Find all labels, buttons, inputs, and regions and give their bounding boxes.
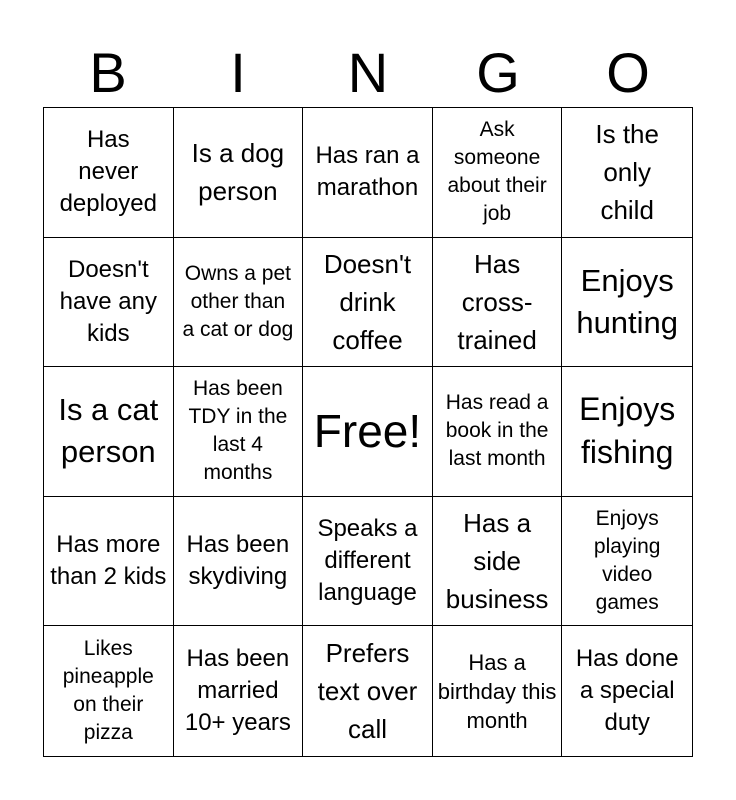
- bingo-header: [43, 40, 693, 106]
- cell-text: Has never deployed: [59, 126, 157, 218]
- cell-text: Is a dog person: [191, 138, 285, 207]
- bingo-cell[interactable]: [303, 108, 433, 238]
- bingo-cell[interactable]: [174, 497, 304, 627]
- cell-text: Ask someone about their job: [447, 118, 547, 226]
- bingo-cell[interactable]: [433, 367, 563, 497]
- cell-text: Has more than 2 kids: [50, 531, 167, 591]
- cell-text: Likes pineapple on their pizza: [62, 637, 154, 745]
- bingo-cell[interactable]: [44, 238, 174, 368]
- cell-text: Has read a book in the last month: [445, 391, 549, 471]
- cell-text: Has been TDY in the last 4 months: [188, 377, 288, 485]
- cell-text: Has been skydiving: [186, 531, 290, 591]
- cell-text: Has cross-trained: [457, 248, 537, 355]
- bingo-cell[interactable]: [174, 367, 304, 497]
- bingo-cell[interactable]: [174, 238, 304, 368]
- header-letter-i: I: [230, 41, 246, 104]
- bingo-cell[interactable]: [44, 497, 174, 627]
- bingo-cell[interactable]: [562, 626, 692, 756]
- cell-text: Speaks a different language: [317, 515, 418, 607]
- header-letter-g: G: [476, 41, 520, 104]
- cell-text: Has done a special duty: [575, 645, 679, 737]
- header-letter-n: N: [347, 41, 389, 104]
- cell-text: Is the only child: [595, 119, 659, 226]
- header-letter-b: B: [89, 41, 127, 104]
- cell-text: Has ran a marathon: [315, 142, 420, 202]
- bingo-cell[interactable]: [303, 497, 433, 627]
- header-letter-o: O: [606, 41, 650, 104]
- cell-text: Has a side business: [445, 508, 549, 615]
- cell-text: Is a cat person: [58, 392, 159, 470]
- bingo-cell[interactable]: [433, 108, 563, 238]
- bingo-board: [43, 107, 693, 757]
- bingo-cell[interactable]: [433, 497, 563, 627]
- bingo-cell[interactable]: [44, 108, 174, 238]
- bingo-cell[interactable]: [303, 626, 433, 756]
- bingo-cell[interactable]: [562, 108, 692, 238]
- cell-text: Enjoys fishing: [579, 391, 676, 471]
- free-space-text: Free!: [313, 405, 422, 458]
- cell-text: Has a birthday this month: [437, 649, 557, 733]
- cell-text: Prefers text over call: [317, 638, 418, 745]
- bingo-cell[interactable]: [433, 626, 563, 756]
- bingo-cell free-space[interactable]: [303, 367, 433, 497]
- bingo-cell[interactable]: [562, 367, 692, 497]
- bingo-cell[interactable]: [433, 238, 563, 368]
- bingo-cell[interactable]: [562, 497, 692, 627]
- cell-text: Doesn't have any kids: [59, 255, 157, 347]
- bingo-cell[interactable]: [562, 238, 692, 368]
- bingo-cell[interactable]: [174, 626, 304, 756]
- bingo-cell[interactable]: [44, 626, 174, 756]
- bingo-cell[interactable]: [303, 238, 433, 368]
- cell-text: Has been married 10+ years: [184, 645, 291, 737]
- cell-text: Enjoys playing video games: [593, 507, 661, 615]
- bingo-cell[interactable]: [174, 108, 304, 238]
- cell-text: Enjoys hunting: [576, 262, 679, 340]
- cell-text: Doesn't drink coffee: [323, 248, 412, 355]
- cell-text: Owns a pet other than a cat or dog: [182, 261, 294, 341]
- bingo-cell[interactable]: [44, 367, 174, 497]
